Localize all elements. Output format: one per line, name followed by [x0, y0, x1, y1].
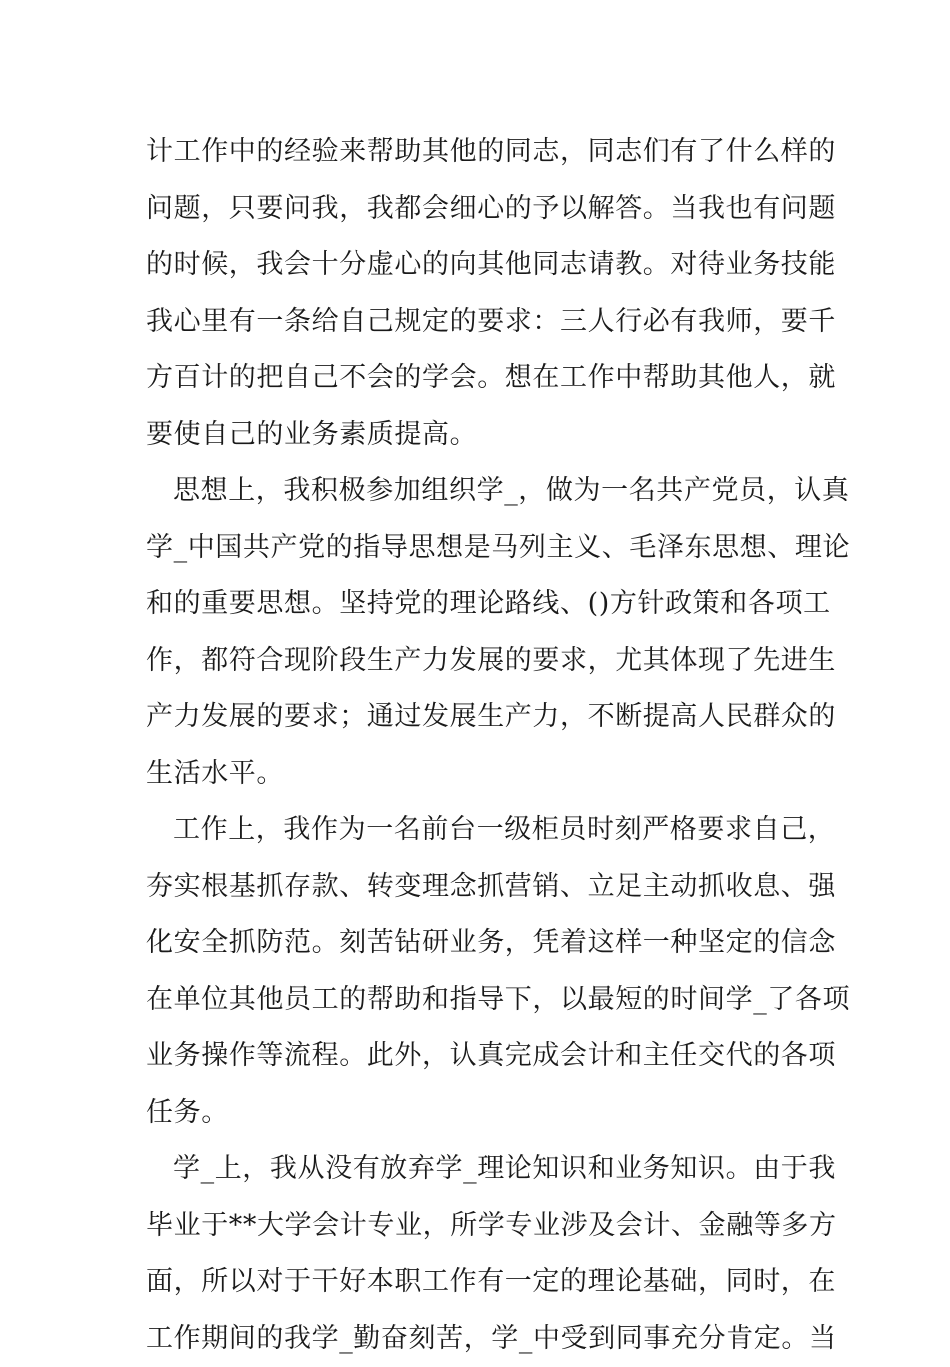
text-line: 要使自己的业务素质提高。: [146, 407, 806, 464]
text-line: 学_中国共产党的指导思想是马列主义、毛泽东思想、理论: [146, 520, 806, 577]
text-line: 的时候，我会十分虚心的向其他同志请教。对待业务技能: [146, 237, 806, 294]
document-body: [146, 124, 806, 1367]
text-line: 工作期间的我学_勤奋刻苦，学_中受到同事充分肯定。当: [146, 1311, 806, 1367]
text-line: 方百计的把自己不会的学会。想在工作中帮助其他人，就: [146, 350, 806, 407]
text-line: 和的重要思想。坚持党的理论路线、()方针政策和各项工: [146, 576, 806, 633]
text-line: 问题，只要问我，我都会细心的予以解答。当我也有问题: [146, 181, 806, 238]
text-line: 在单位其他员工的帮助和指导下，以最短的时间学_了各项: [146, 972, 806, 1029]
paragraph-start-line: 学_上，我从没有放弃学_理论知识和业务知识。由于我: [146, 1141, 806, 1198]
text-line: 面，所以对于干好本职工作有一定的理论基础，同时，在: [146, 1254, 806, 1311]
text-line: 任务。: [146, 1085, 806, 1142]
text-line: 产力发展的要求；通过发展生产力，不断提高人民群众的: [146, 689, 806, 746]
text-line: 生活水平。: [146, 746, 806, 803]
text-line: 业务操作等流程。此外，认真完成会计和主任交代的各项: [146, 1028, 806, 1085]
text-line: 计工作中的经验来帮助其他的同志，同志们有了什么样的: [146, 124, 806, 181]
text-line: 作，都符合现阶段生产力发展的要求，尤其体现了先进生: [146, 633, 806, 690]
text-line: 我心里有一条给自己规定的要求：三人行必有我师，要千: [146, 294, 806, 351]
text-line: 毕业于**大学会计专业，所学专业涉及会计、金融等多方: [146, 1198, 806, 1255]
paragraph-start-line: 思想上，我积极参加组织学_，做为一名共产党员，认真: [146, 463, 806, 520]
text-line: 化安全抓防范。刻苦钻研业务，凭着这样一种坚定的信念: [146, 915, 806, 972]
text-line: 夯实根基抓存款、转变理念抓营销、立足主动抓收息、强: [146, 859, 806, 916]
paragraph-start-line: 工作上，我作为一名前台一级柜员时刻严格要求自己，: [146, 802, 806, 859]
